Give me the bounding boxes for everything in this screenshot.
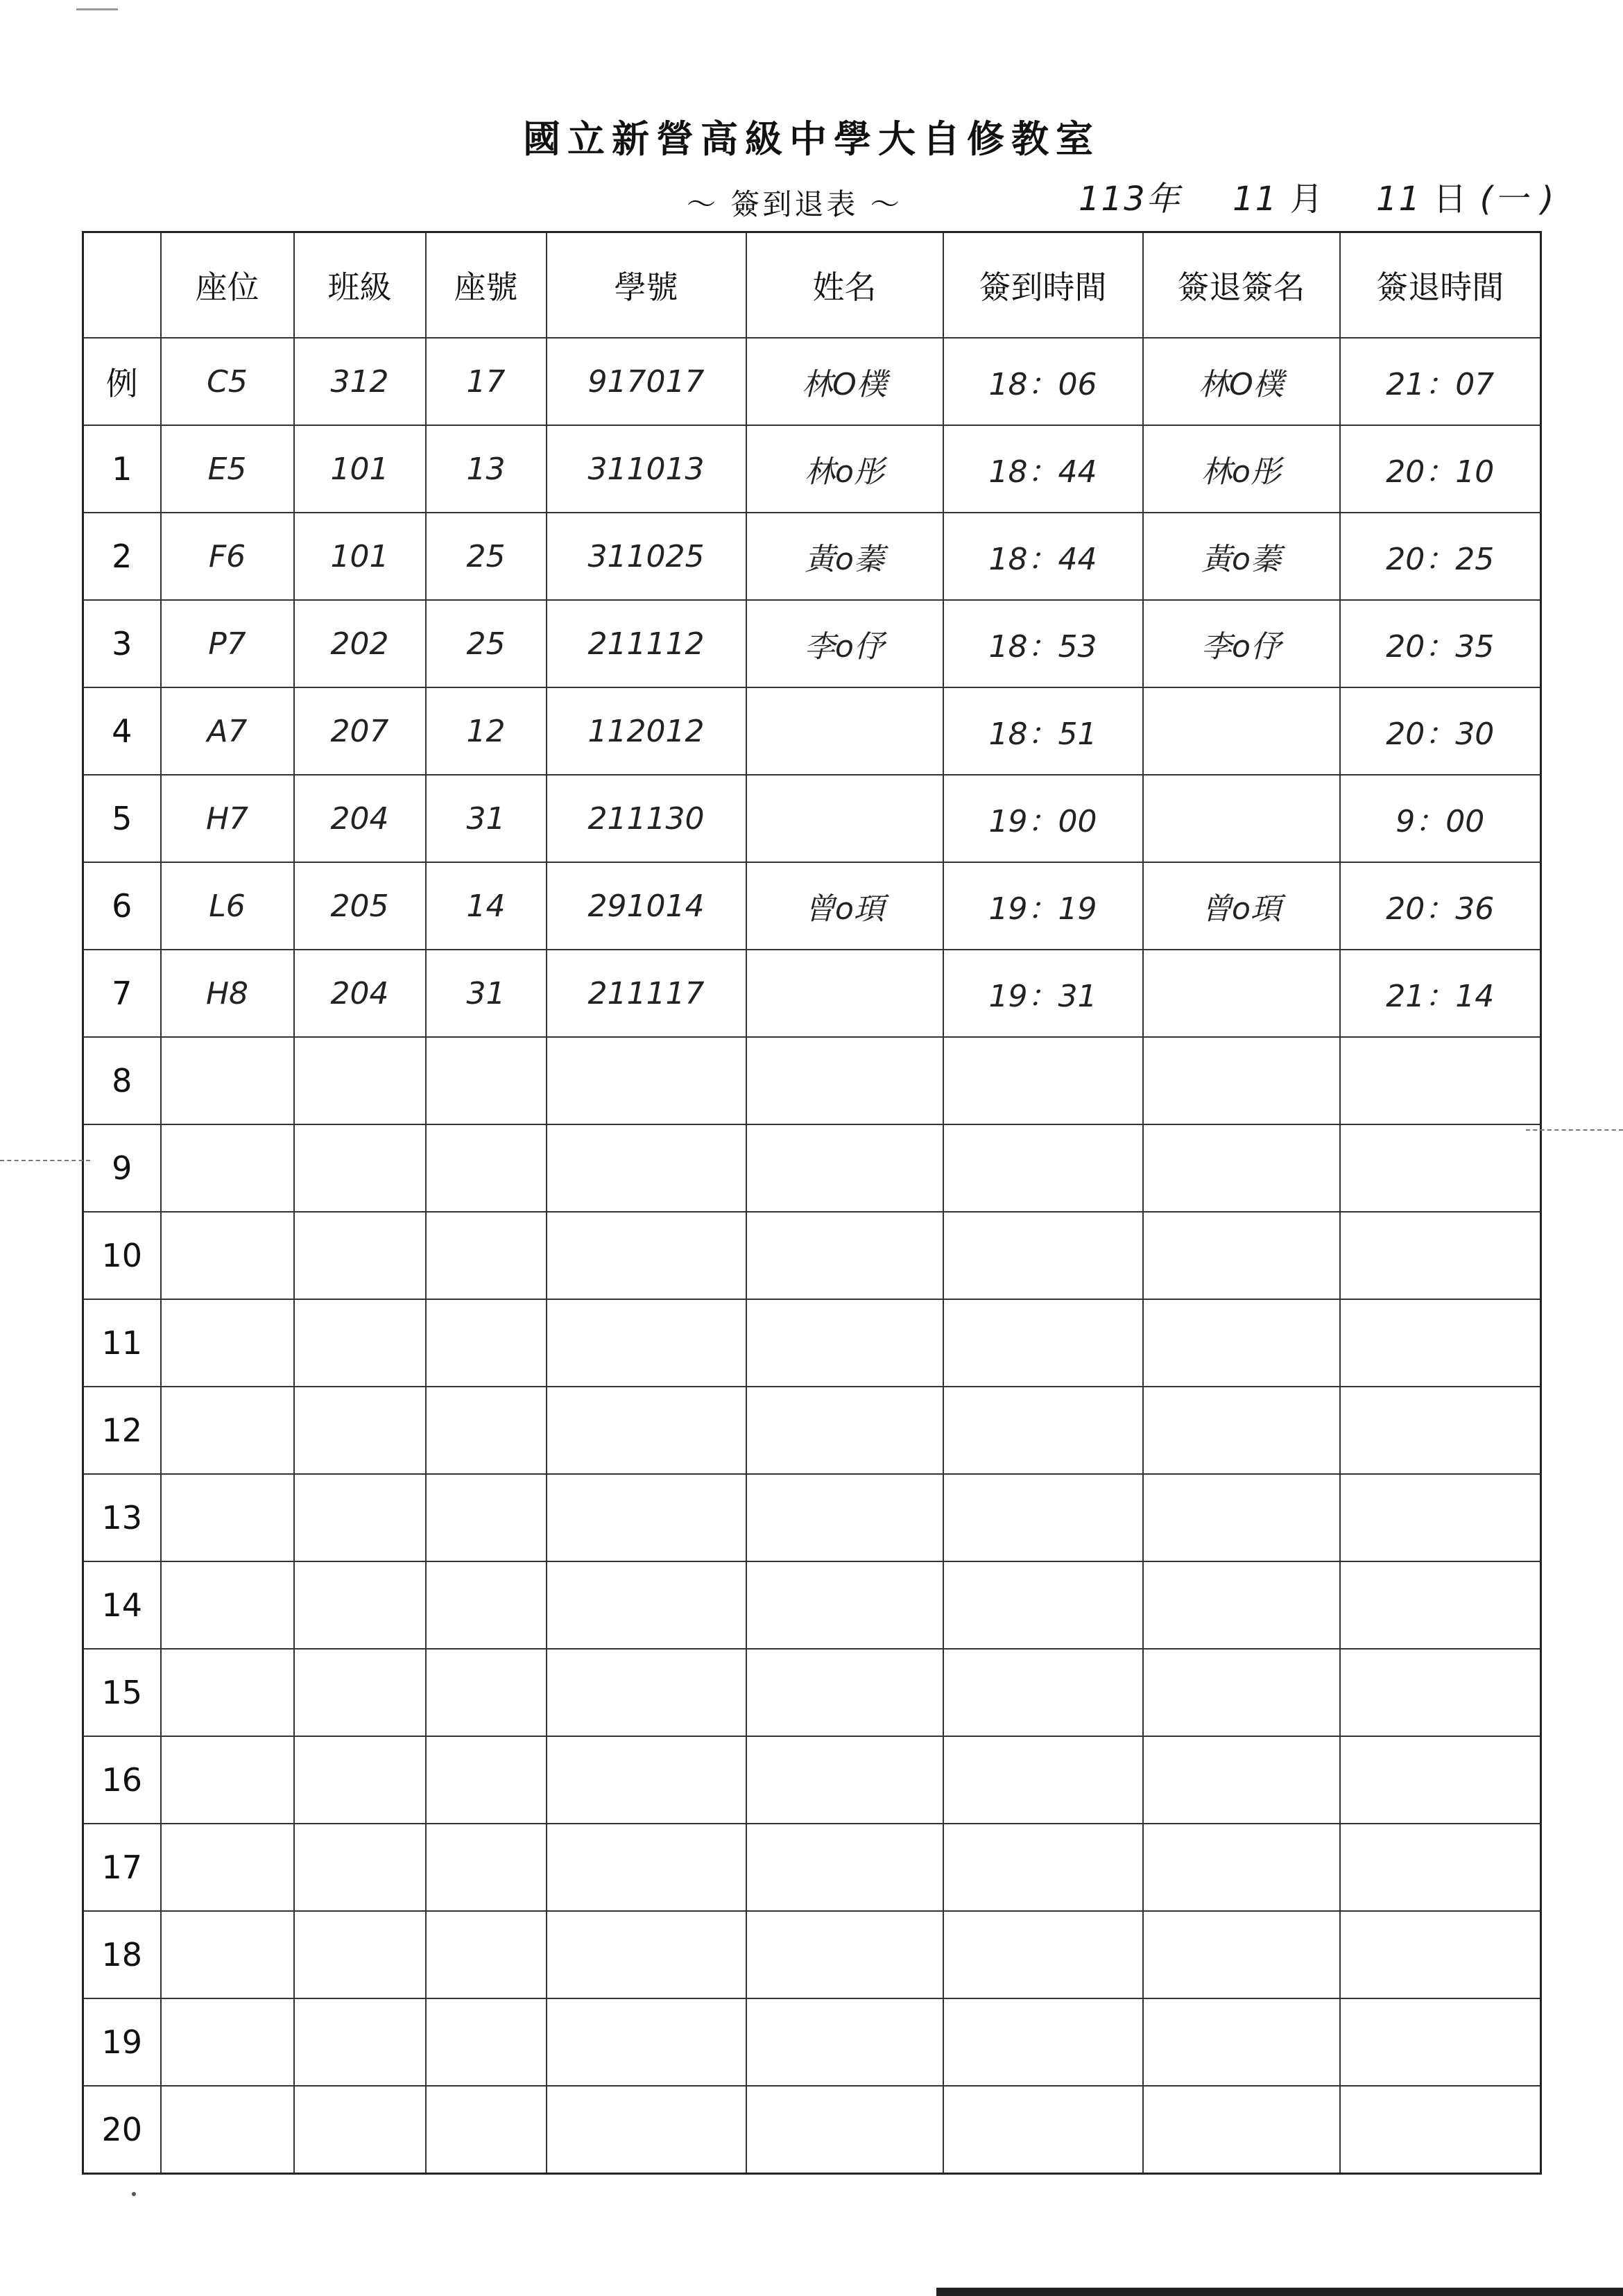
date-day-label: 日	[1433, 180, 1468, 219]
student-id-cell	[547, 1387, 746, 1474]
student-id-cell	[547, 1124, 746, 1212]
date-line	[1079, 172, 1555, 220]
seat-number-cell: 14	[426, 862, 547, 950]
sign-out-signature-cell	[1143, 1124, 1340, 1212]
seat-number-cell: 25	[426, 513, 547, 600]
row-number-cell: 14	[83, 1561, 161, 1649]
column-header-4: 學號	[547, 232, 746, 339]
row-number-cell: 8	[83, 1037, 161, 1124]
class-cell: 101	[294, 513, 426, 600]
class-cell	[294, 1998, 426, 2086]
scan-edge-mark-top	[76, 8, 118, 10]
row-number-cell: 7	[83, 950, 161, 1037]
seat-number-cell	[426, 1561, 547, 1649]
seat-number-cell	[426, 1824, 547, 1911]
column-header-0	[83, 232, 161, 339]
seat-number-cell: 17	[426, 338, 547, 425]
table-row	[83, 600, 1541, 687]
student-id-cell	[547, 1736, 746, 1824]
sign-out-signature-cell	[1143, 1387, 1340, 1474]
student-id-cell: 917017	[547, 338, 746, 425]
sign-out-time-cell	[1340, 1824, 1541, 1911]
row-number-cell: 9	[83, 1124, 161, 1212]
sign-in-time-cell: 18：44	[943, 425, 1143, 513]
row-number-cell: 3	[83, 600, 161, 687]
student-id-cell	[547, 1299, 746, 1387]
sign-out-time-cell	[1340, 1736, 1541, 1824]
student-id-cell: 311013	[547, 425, 746, 513]
row-number-cell: 1	[83, 425, 161, 513]
sign-out-signature-cell	[1143, 1037, 1340, 1124]
student-id-cell	[547, 1824, 746, 1911]
seat-number-cell	[426, 1387, 547, 1474]
sign-out-signature-cell: 李o伃	[1143, 600, 1340, 687]
table-row	[83, 338, 1541, 425]
student-id-cell	[547, 1474, 746, 1561]
sign-out-time-cell	[1340, 1561, 1541, 1649]
row-number-cell: 18	[83, 1911, 161, 1998]
class-cell	[294, 1649, 426, 1736]
seat-number-cell	[426, 1474, 547, 1561]
date-year: 113年	[1079, 180, 1181, 219]
sign-in-time-cell: 18：53	[943, 600, 1143, 687]
seat-cell	[161, 1824, 294, 1911]
name-cell	[746, 775, 943, 862]
name-cell: 黃o蓁	[746, 513, 943, 600]
seat-cell	[161, 1561, 294, 1649]
row-number-cell: 例	[83, 338, 161, 425]
seat-cell: C5	[161, 338, 294, 425]
student-id-cell: 211112	[547, 600, 746, 687]
name-cell	[746, 1998, 943, 2086]
sign-in-time-cell	[943, 1998, 1143, 2086]
sign-out-signature-cell: 林O樸	[1143, 338, 1340, 425]
sign-out-signature-cell	[1143, 1212, 1340, 1299]
sign-in-time-cell: 19：19	[943, 862, 1143, 950]
class-cell	[294, 1474, 426, 1561]
row-number-cell: 4	[83, 687, 161, 775]
seat-number-cell	[426, 1649, 547, 1736]
name-cell	[746, 1911, 943, 1998]
class-cell	[294, 1299, 426, 1387]
row-number-cell: 5	[83, 775, 161, 862]
sign-out-signature-cell	[1143, 1824, 1340, 1911]
seat-cell: H7	[161, 775, 294, 862]
seat-cell: F6	[161, 513, 294, 600]
table-row	[83, 1998, 1541, 2086]
scan-fold-line-right	[1526, 1129, 1623, 1131]
seat-cell	[161, 1037, 294, 1124]
row-number-cell: 17	[83, 1824, 161, 1911]
row-number-cell: 12	[83, 1387, 161, 1474]
sign-in-time-cell	[943, 1561, 1143, 1649]
table-row	[83, 1212, 1541, 1299]
sign-out-time-cell: 21：07	[1340, 338, 1541, 425]
table-row	[83, 1299, 1541, 1387]
column-header-8: 簽退時間	[1340, 232, 1541, 339]
name-cell	[746, 1212, 943, 1299]
seat-cell	[161, 1998, 294, 2086]
class-cell	[294, 1911, 426, 1998]
name-cell	[746, 1299, 943, 1387]
seat-number-cell: 31	[426, 775, 547, 862]
student-id-cell: 112012	[547, 687, 746, 775]
scan-speck	[132, 2192, 136, 2196]
row-number-cell: 10	[83, 1212, 161, 1299]
table-row	[83, 513, 1541, 600]
seat-number-cell	[426, 1124, 547, 1212]
column-header-5: 姓名	[746, 232, 943, 339]
seat-number-cell: 31	[426, 950, 547, 1037]
name-cell	[746, 1561, 943, 1649]
student-id-cell	[547, 1212, 746, 1299]
table-row	[83, 1387, 1541, 1474]
class-cell: 204	[294, 950, 426, 1037]
seat-cell	[161, 1124, 294, 1212]
sign-out-time-cell	[1340, 1387, 1541, 1474]
seat-cell: H8	[161, 950, 294, 1037]
sign-in-time-cell	[943, 1124, 1143, 1212]
name-cell: 林o彤	[746, 425, 943, 513]
student-id-cell	[547, 1649, 746, 1736]
scan-fold-line-left	[0, 1160, 90, 1161]
sign-in-time-cell: 18：44	[943, 513, 1143, 600]
seat-cell	[161, 1736, 294, 1824]
sign-out-time-cell	[1340, 1037, 1541, 1124]
sign-out-signature-cell	[1143, 1561, 1340, 1649]
student-id-cell: 311025	[547, 513, 746, 600]
seat-cell: E5	[161, 425, 294, 513]
name-cell: 林O樸	[746, 338, 943, 425]
column-header-1: 座位	[161, 232, 294, 339]
seat-cell	[161, 2086, 294, 2174]
class-cell	[294, 1824, 426, 1911]
name-cell	[746, 1736, 943, 1824]
student-id-cell: 211130	[547, 775, 746, 862]
student-id-cell	[547, 2086, 746, 2174]
seat-number-cell: 13	[426, 425, 547, 513]
column-header-7: 簽退簽名	[1143, 232, 1340, 339]
seat-number-cell	[426, 1037, 547, 1124]
class-cell	[294, 1124, 426, 1212]
name-cell	[746, 1037, 943, 1124]
seat-number-cell: 25	[426, 600, 547, 687]
table-row	[83, 1649, 1541, 1736]
sign-in-time-cell: 18：06	[943, 338, 1143, 425]
row-number-cell: 19	[83, 1998, 161, 2086]
table-row	[83, 2086, 1541, 2174]
sign-in-time-cell	[943, 1299, 1143, 1387]
sign-out-signature-cell	[1143, 1474, 1340, 1561]
sign-in-time-cell	[943, 1212, 1143, 1299]
document-subtitle: ～ 簽到退表 ～	[687, 187, 902, 221]
class-cell: 204	[294, 775, 426, 862]
sign-out-signature-cell	[1143, 2086, 1340, 2174]
sign-out-time-cell: 20：36	[1340, 862, 1541, 950]
table-row	[83, 775, 1541, 862]
sign-out-time-cell: 21：14	[1340, 950, 1541, 1037]
table-body	[83, 338, 1541, 2174]
table-row	[83, 1037, 1541, 1124]
seat-cell: L6	[161, 862, 294, 950]
name-cell	[746, 1474, 943, 1561]
table-row	[83, 1474, 1541, 1561]
seat-cell	[161, 1474, 294, 1561]
column-header-3: 座號	[426, 232, 547, 339]
sign-out-time-cell	[1340, 1299, 1541, 1387]
seat-cell	[161, 1911, 294, 1998]
sign-out-signature-cell	[1143, 1299, 1340, 1387]
table-row	[83, 1124, 1541, 1212]
row-number-cell: 20	[83, 2086, 161, 2174]
sign-in-time-cell	[943, 1736, 1143, 1824]
sign-out-signature-cell: 林o彤	[1143, 425, 1340, 513]
table-row	[83, 1736, 1541, 1824]
sign-out-signature-cell	[1143, 1911, 1340, 1998]
name-cell: 李o伃	[746, 600, 943, 687]
name-cell	[746, 1824, 943, 1911]
row-number-cell: 13	[83, 1474, 161, 1561]
sign-in-time-cell	[943, 1037, 1143, 1124]
seat-cell	[161, 1649, 294, 1736]
sign-in-time-cell: 19：31	[943, 950, 1143, 1037]
sign-in-time-cell	[943, 2086, 1143, 2174]
sign-out-time-cell	[1340, 1998, 1541, 2086]
class-cell: 207	[294, 687, 426, 775]
student-id-cell: 291014	[547, 862, 746, 950]
name-cell	[746, 950, 943, 1037]
sign-out-time-cell: 9：00	[1340, 775, 1541, 862]
sign-out-signature-cell	[1143, 775, 1340, 862]
sign-out-time-cell	[1340, 1474, 1541, 1561]
sign-in-time-cell	[943, 1911, 1143, 1998]
student-id-cell	[547, 1037, 746, 1124]
sign-in-time-cell: 19：00	[943, 775, 1143, 862]
row-number-cell: 16	[83, 1736, 161, 1824]
seat-cell	[161, 1387, 294, 1474]
student-id-cell: 211117	[547, 950, 746, 1037]
name-cell: 曾o頊	[746, 862, 943, 950]
student-id-cell	[547, 1998, 746, 2086]
column-header-6: 簽到時間	[943, 232, 1143, 339]
scan-edge-mark	[936, 2288, 1623, 2296]
sign-in-time-cell	[943, 1474, 1143, 1561]
table-row	[83, 1561, 1541, 1649]
row-number-cell: 2	[83, 513, 161, 600]
sign-out-signature-cell	[1143, 1649, 1340, 1736]
sign-out-signature-cell: 黃o蓁	[1143, 513, 1340, 600]
seat-number-cell	[426, 1911, 547, 1998]
column-header-2: 班級	[294, 232, 426, 339]
date-weekday: (一 )	[1479, 180, 1556, 219]
sign-in-time-cell	[943, 1649, 1143, 1736]
date-month-value: 11	[1233, 180, 1278, 219]
sign-out-signature-cell: 曾o頊	[1143, 862, 1340, 950]
class-cell	[294, 1037, 426, 1124]
date-month-label: 月	[1289, 180, 1325, 219]
row-number-cell: 15	[83, 1649, 161, 1736]
row-number-cell: 6	[83, 862, 161, 950]
date-day-value: 11	[1376, 180, 1422, 219]
name-cell	[746, 1649, 943, 1736]
name-cell	[746, 1124, 943, 1212]
seat-cell: A7	[161, 687, 294, 775]
document-title: 國立新營高級中學大自修教室	[523, 117, 1100, 161]
sign-out-signature-cell	[1143, 950, 1340, 1037]
table-row	[83, 1911, 1541, 1998]
seat-number-cell	[426, 1998, 547, 2086]
sign-out-time-cell	[1340, 1649, 1541, 1736]
class-cell	[294, 1736, 426, 1824]
table-row	[83, 687, 1541, 775]
class-cell: 101	[294, 425, 426, 513]
name-cell	[746, 1387, 943, 1474]
table-row	[83, 1824, 1541, 1911]
name-cell	[746, 2086, 943, 2174]
sign-in-time-cell: 18：51	[943, 687, 1143, 775]
class-cell: 205	[294, 862, 426, 950]
seat-cell	[161, 1212, 294, 1299]
seat-cell	[161, 1299, 294, 1387]
row-number-cell: 11	[83, 1299, 161, 1387]
seat-number-cell: 12	[426, 687, 547, 775]
seat-cell: P7	[161, 600, 294, 687]
sign-in-out-table	[82, 231, 1542, 2175]
student-id-cell	[547, 1911, 746, 1998]
seat-number-cell	[426, 1212, 547, 1299]
sign-out-time-cell: 20：30	[1340, 687, 1541, 775]
sign-out-time-cell: 20：25	[1340, 513, 1541, 600]
sign-out-signature-cell	[1143, 1998, 1340, 2086]
name-cell	[746, 687, 943, 775]
table-row	[83, 425, 1541, 513]
sign-in-time-cell	[943, 1387, 1143, 1474]
sign-out-signature-cell	[1143, 1736, 1340, 1824]
class-cell	[294, 1561, 426, 1649]
sign-out-time-cell	[1340, 1911, 1541, 1998]
seat-number-cell	[426, 1299, 547, 1387]
sign-out-time-cell	[1340, 1212, 1541, 1299]
sign-out-time-cell: 20：35	[1340, 600, 1541, 687]
seat-number-cell	[426, 2086, 547, 2174]
sign-out-time-cell: 20：10	[1340, 425, 1541, 513]
sign-out-time-cell	[1340, 1124, 1541, 1212]
class-cell	[294, 2086, 426, 2174]
class-cell: 312	[294, 338, 426, 425]
sign-out-time-cell	[1340, 2086, 1541, 2174]
header-row	[83, 232, 1541, 339]
table-row	[83, 862, 1541, 950]
sign-out-signature-cell	[1143, 687, 1340, 775]
class-cell	[294, 1212, 426, 1299]
class-cell: 202	[294, 600, 426, 687]
student-id-cell	[547, 1561, 746, 1649]
sign-in-time-cell	[943, 1824, 1143, 1911]
table-row	[83, 950, 1541, 1037]
class-cell	[294, 1387, 426, 1474]
seat-number-cell	[426, 1736, 547, 1824]
